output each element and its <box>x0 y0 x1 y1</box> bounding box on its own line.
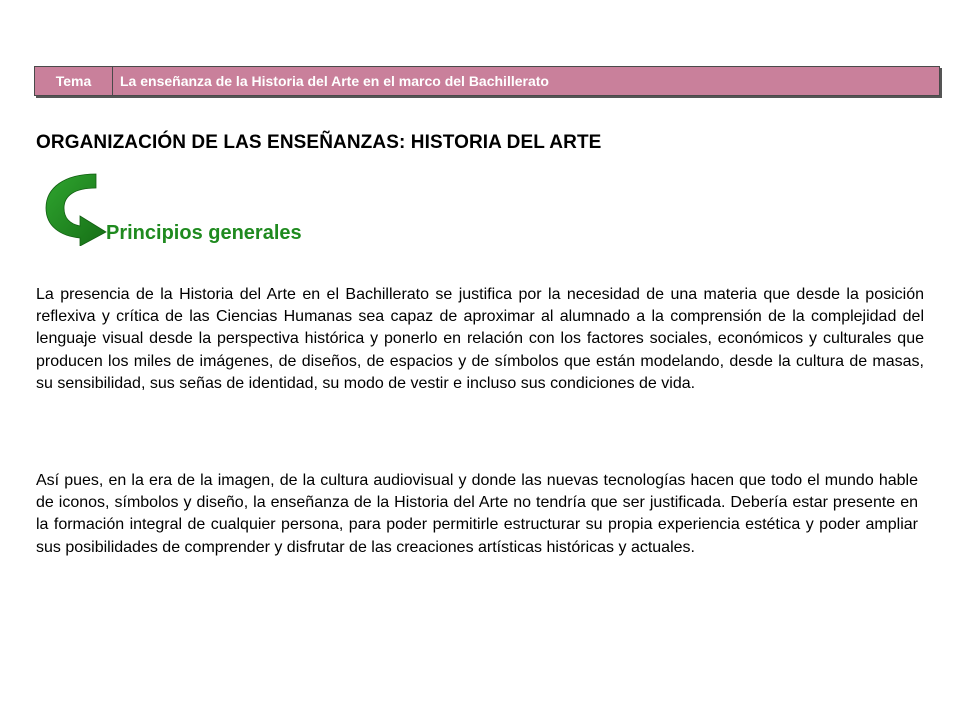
paragraph-2: Así pues, en la era de la imagen, de la cultura audiovisual y donde las nuevas tecnologías hacen que todo el mundo hable de iconos, símbolos y diseño, la enseñanza de la Historia del Arte no tendría que ser justificada. Debería estar presente en la formación integral de cualquier persona, para poder permitirle estructurar su propia experiencia estética y poder ampliar sus posibilidades de comprender y disfrutar de las creaciones artísticas históricas y actuales. <box>36 472 918 556</box>
curved-arrow-icon <box>38 170 108 246</box>
paragraph-1: La presencia de la Historia del Arte en el Bachillerato se justifica por la necesidad de una materia que desde la posición reflexiva y crítica de las Ciencias Humanas sea capaz de aproximar al alumnado a la comprensión de la complejidad del lenguaje visual desde la perspectiva histórica y ponerlo en relación con los factores sociales, económicos y culturales que producen los miles de imágenes, de diseños, de espacios y de símbolos que están modelando, desde la cultura de masas, su sensibilidad, sus señas de identidad, su modo de vestir e incluso sus condiciones de vida. <box>36 286 924 392</box>
section-heading: Principios generales <box>106 222 302 244</box>
page-title: ORGANIZACIÓN DE LAS ENSEÑANZAS: HISTORIA DEL ARTE <box>36 132 602 153</box>
topic-label: Tema <box>35 67 113 95</box>
topic-bar <box>34 66 940 96</box>
topic-value: La enseñanza de la Historia del Arte en el marco del Bachillerato <box>113 67 939 95</box>
